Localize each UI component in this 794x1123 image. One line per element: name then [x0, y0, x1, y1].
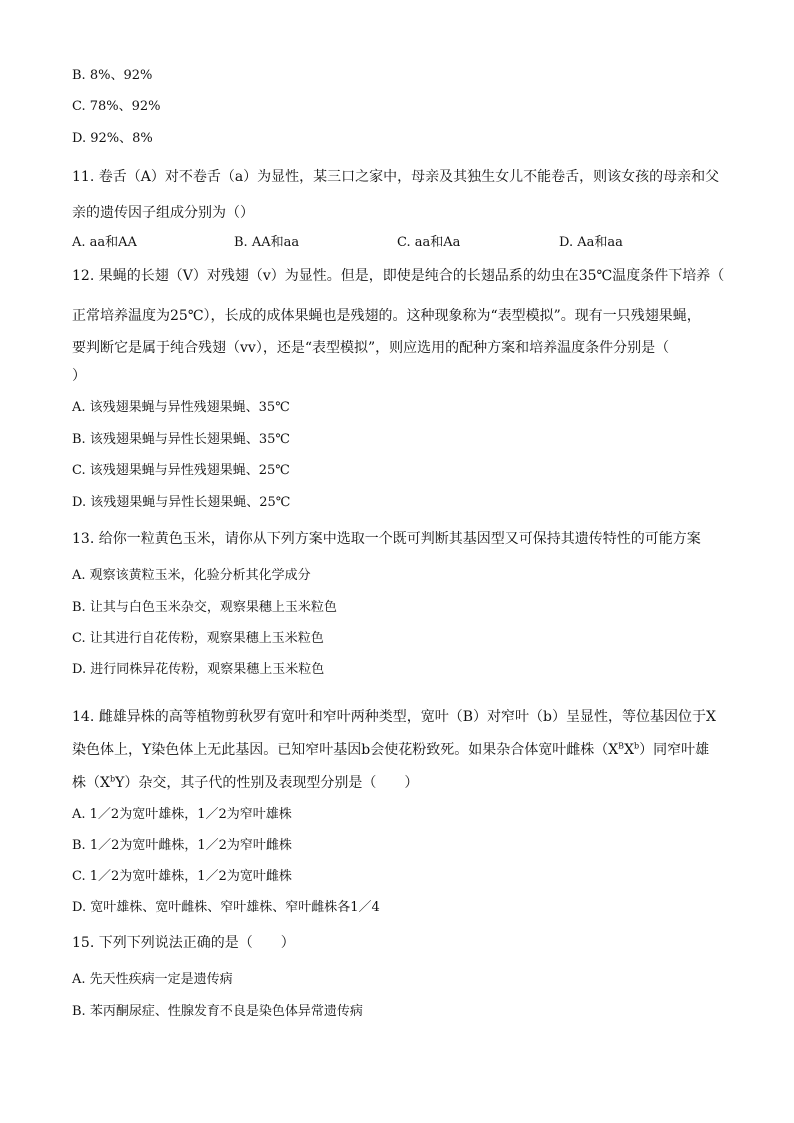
q12-option-b: B. 该残翅果蝇与异性长翅果蝇、35℃: [72, 432, 290, 447]
q12-option-d: D. 该残翅果蝇与异性长翅果蝇、25℃: [72, 495, 291, 510]
q11-stem-line2: 亲的遗传因子组成分别为（）: [72, 205, 254, 221]
q14-stem-line3-tail: Y）杂交，其子代的性别及表现型分别是（ ）: [115, 775, 419, 791]
q14-sup-b-lower: b: [634, 741, 640, 751]
q12-option-c: C. 该残翅果蝇与异性残翅果蝇、25℃: [72, 463, 290, 478]
q15-option-a: A. 先天性疾病一定是遗传病: [72, 972, 233, 987]
q14-stem-line2: [72, 742, 709, 758]
q14-stem-line2-text: 染色体上，Y染色体上无此基因。已知窄叶基因b会使花粉致死。如果杂合体宽叶雌株（X: [72, 742, 619, 758]
q13-option-a: A. 观察该黄粒玉米，化验分析其化学成分: [72, 568, 311, 583]
q10-option-c: C. 78%、92%: [72, 99, 161, 114]
q12-option-a: A. 该残翅果蝇与异性残翅果蝇、35℃: [72, 400, 290, 415]
q14-option-d: D. 宽叶雄株、宽叶雌株、窄叶雄株、窄叶雌株各1／4: [72, 900, 380, 915]
q14-stem-line2-tail: ）同窄叶雄: [639, 742, 710, 758]
q14-sup-b-upper: B: [618, 741, 625, 751]
q12-stem-line1: 12. 果蝇的长翅（V）对残翅（v）为显性。但是，即使是纯合的长翅品系的幼虫在35℃温度条件下培养（: [72, 268, 725, 284]
q10-option-b: B. 8%、92%: [72, 68, 153, 83]
q11-option-c: C. aa和Aa: [397, 235, 461, 250]
q15-option-b: B. 苯丙酮尿症、性腺发育不良是染色体异常遗传病: [72, 1004, 363, 1019]
q14-stem-line1: 14. 雌雄异株的高等植物剪秋罗有宽叶和窄叶两种类型，宽叶（B）对窄叶（b）呈显性，等位基因位于X: [72, 709, 716, 725]
q11-stem-line1: 11. 卷舌（A）对不卷舌（a）为显性，某三口之家中，母亲及其独生女儿不能卷舌，则该女孩的母亲和父: [72, 169, 720, 185]
q13-option-b: B. 让其与白色玉米杂交，观察果穗上玉米粒色: [72, 600, 337, 615]
q13-option-c: C. 让其进行自花传粉，观察果穗上玉米粒色: [72, 631, 324, 646]
q13-option-d: D. 进行同株异花传粉，观察果穗上玉米粒色: [72, 662, 325, 677]
q11-option-d: D. Aa和aa: [559, 235, 623, 250]
q11-option-a: A. aa和AA: [72, 235, 137, 250]
q13-stem-line1: 13. 给你一粒黄色玉米，请你从下列方案中选取一个既可判断其基因型又可保持其遗传特性的可能方案: [72, 531, 701, 547]
q12-stem-line2: 正常培养温度为25℃），长成的成体果蝇也是残翅的。这种现象称为“表型模拟”。现有一只残翅果蝇，: [72, 308, 701, 324]
q14-option-c: C. 1／2为宽叶雄株，1／2为宽叶雌株: [72, 869, 292, 884]
q14-stem-line3-head: 株（X: [72, 775, 110, 791]
q12-stem-line4: ）: [72, 368, 86, 384]
q14-option-a: A. 1／2为宽叶雄株，1／2为窄叶雄株: [72, 807, 292, 822]
q15-stem-line1: 15. 下列下列说法正确的是（ ）: [72, 935, 295, 951]
q14-option-b: B. 1／2为宽叶雌株，1／2为窄叶雌株: [72, 838, 292, 853]
q14-stem-line3: [72, 775, 418, 791]
q14-sup-b-male: b: [109, 774, 116, 784]
q14-mid-x: X: [624, 742, 635, 758]
q12-stem-line3: 要判断它是属于纯合残翅（vv），还是“表型模拟”，则应选用的配种方案和培养温度条件分别是（: [72, 340, 670, 356]
q11-option-b: B. AA和aa: [234, 235, 300, 250]
q10-option-d: D. 92%、8%: [72, 131, 153, 146]
